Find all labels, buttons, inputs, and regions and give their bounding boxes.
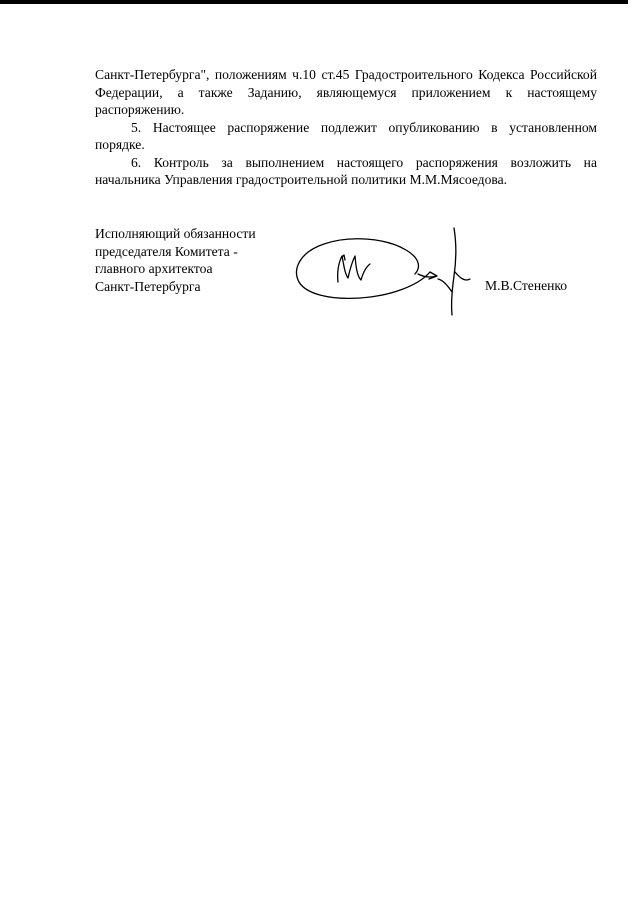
document-body (95, 66, 597, 189)
signer-position-line-2: председателя Комитета - (95, 243, 238, 259)
signer-position-line-1: Исполняющий обязанности (95, 226, 256, 241)
paragraph-continuation: Санкт-Петербурга", положениям ч.10 ст.45 Градостроительного Кодекса Российской Федерации, а также Заданию, являющемуся приложением к настоящему распоряжению. (95, 67, 597, 117)
signer-position (95, 225, 295, 295)
paragraph-item-5: 5. Настоящее распоряжение подлежит опубликованию в установленном порядке. (95, 119, 597, 152)
signer-position-line-4: Санкт-Петербурга (95, 278, 201, 294)
paragraph-item-6: 6. Контроль за выполнением настоящего распоряжения возложить на начальника Управления градостроительной политики М.М.Мясоедова. (95, 154, 597, 187)
handwritten-signature (290, 222, 480, 318)
top-border-gap (628, 0, 640, 4)
top-border-line (0, 0, 640, 4)
signer-position-line-3: главного архитектоа (95, 261, 213, 276)
signer-name: М.В.Стененко (485, 278, 568, 293)
